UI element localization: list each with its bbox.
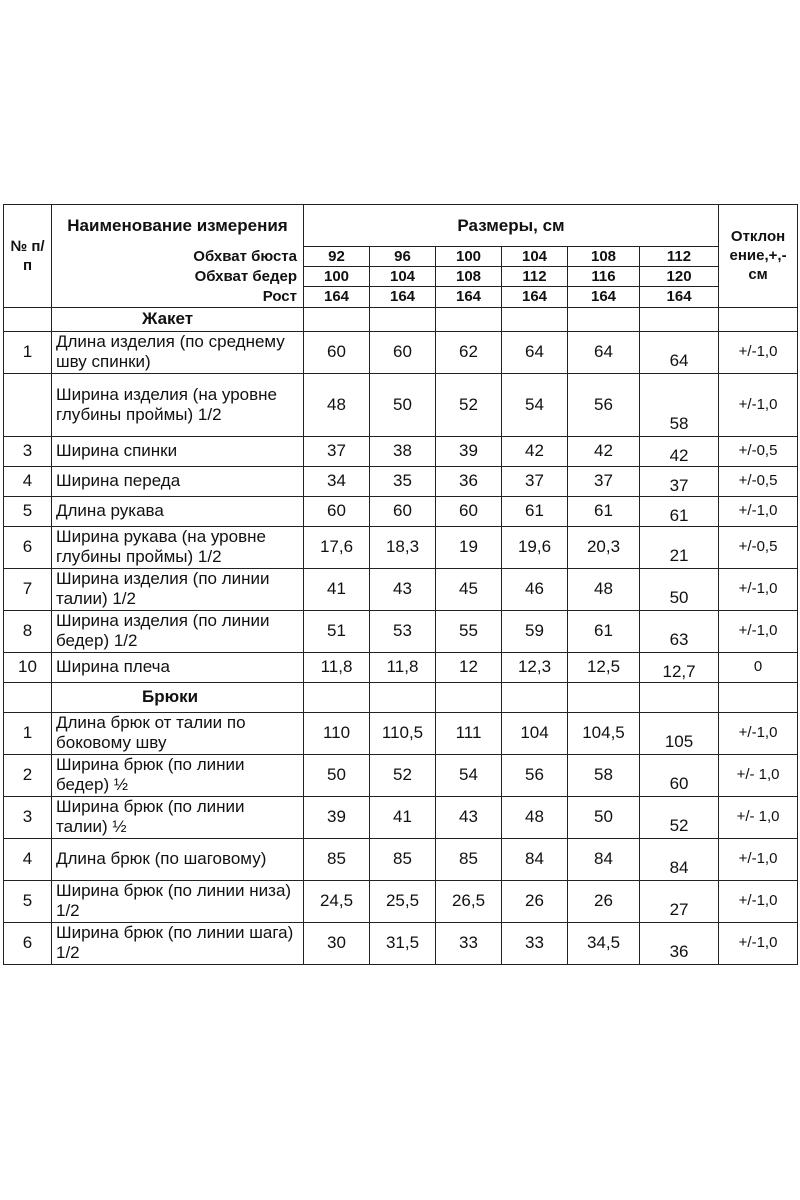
size-value: 21 bbox=[640, 526, 719, 568]
size-value: 84 bbox=[640, 838, 719, 880]
size-value: 19,6 bbox=[502, 526, 568, 568]
size-value: 54 bbox=[502, 373, 568, 436]
size-value: 37 bbox=[502, 466, 568, 496]
section-no-cell bbox=[4, 682, 52, 712]
size-value: 35 bbox=[370, 466, 436, 496]
empty-cell bbox=[568, 307, 640, 331]
measurement-row bbox=[4, 466, 798, 496]
size-value: 64 bbox=[502, 331, 568, 373]
measurement-name: Ширина изделия (на уровне глубины проймы) 1/2 bbox=[52, 373, 304, 436]
header-title-row bbox=[4, 205, 798, 247]
sizes-header bbox=[304, 205, 719, 247]
measurement-name: Ширина брюк (по линии бедер) ½ bbox=[52, 754, 304, 796]
size-value: 59 bbox=[502, 610, 568, 652]
size-value: 64 bbox=[568, 331, 640, 373]
hips-value: 112 bbox=[502, 267, 568, 287]
row-number: 10 bbox=[4, 652, 52, 682]
height-label: Рост bbox=[52, 287, 304, 308]
measurement-row bbox=[4, 922, 798, 964]
deviation-header bbox=[719, 205, 798, 308]
measurement-name: Длина брюк (по шаговому) bbox=[52, 838, 304, 880]
hips-label: Обхват бедер bbox=[52, 267, 304, 287]
size-value: 84 bbox=[568, 838, 640, 880]
measurement-rows bbox=[4, 307, 798, 964]
empty-cell bbox=[436, 307, 502, 331]
deviation-value: +/-1,0 bbox=[719, 880, 798, 922]
size-value: 61 bbox=[568, 496, 640, 526]
measurement-row bbox=[4, 496, 798, 526]
measurement-row bbox=[4, 610, 798, 652]
empty-cell bbox=[502, 307, 568, 331]
size-value: 85 bbox=[436, 838, 502, 880]
size-value: 56 bbox=[568, 373, 640, 436]
size-value: 19 bbox=[436, 526, 502, 568]
size-value: 60 bbox=[370, 331, 436, 373]
size-value: 85 bbox=[370, 838, 436, 880]
measurement-name: Длина брюк от талии по боковому шву bbox=[52, 712, 304, 754]
size-value: 58 bbox=[640, 373, 719, 436]
size-value: 46 bbox=[502, 568, 568, 610]
size-value: 48 bbox=[304, 373, 370, 436]
measurement-name: Длина рукава bbox=[52, 496, 304, 526]
height-value: 164 bbox=[304, 287, 370, 308]
measurement-name: Ширина брюк (по линии низа) 1/2 bbox=[52, 880, 304, 922]
size-value: 12,3 bbox=[502, 652, 568, 682]
bust-value: 108 bbox=[568, 247, 640, 267]
size-value: 85 bbox=[304, 838, 370, 880]
measurement-row bbox=[4, 331, 798, 373]
size-value: 27 bbox=[640, 880, 719, 922]
empty-cell bbox=[502, 682, 568, 712]
row-number: 3 bbox=[4, 436, 52, 466]
hips-value: 100 bbox=[304, 267, 370, 287]
size-value: 50 bbox=[370, 373, 436, 436]
size-value: 52 bbox=[640, 796, 719, 838]
size-value: 34 bbox=[304, 466, 370, 496]
row-number: 4 bbox=[4, 838, 52, 880]
size-chart bbox=[3, 204, 797, 965]
size-value: 34,5 bbox=[568, 922, 640, 964]
size-value: 50 bbox=[568, 796, 640, 838]
row-number: 1 bbox=[4, 712, 52, 754]
height-value: 164 bbox=[436, 287, 502, 308]
row-number: 3 bbox=[4, 796, 52, 838]
measurement-row bbox=[4, 436, 798, 466]
size-value: 39 bbox=[436, 436, 502, 466]
row-number: 8 bbox=[4, 610, 52, 652]
hips-value: 108 bbox=[436, 267, 502, 287]
measurement-row bbox=[4, 838, 798, 880]
name-header-label: Наименование измерения bbox=[67, 216, 288, 236]
size-value: 36 bbox=[436, 466, 502, 496]
size-value: 48 bbox=[568, 568, 640, 610]
empty-cell bbox=[436, 682, 502, 712]
bust-value: 112 bbox=[640, 247, 719, 267]
size-value: 26 bbox=[568, 880, 640, 922]
deviation-value: +/-0,5 bbox=[719, 466, 798, 496]
size-value: 105 bbox=[640, 712, 719, 754]
bust-value: 92 bbox=[304, 247, 370, 267]
size-value: 39 bbox=[304, 796, 370, 838]
size-value: 17,6 bbox=[304, 526, 370, 568]
size-value: 30 bbox=[304, 922, 370, 964]
size-value: 60 bbox=[304, 331, 370, 373]
size-value: 12,7 bbox=[640, 652, 719, 682]
empty-cell bbox=[719, 307, 798, 331]
empty-cell bbox=[370, 682, 436, 712]
size-value: 64 bbox=[640, 331, 719, 373]
section-title: Брюки bbox=[52, 682, 304, 712]
size-value: 11,8 bbox=[304, 652, 370, 682]
measurement-name: Ширина рукава (на уровне глубины проймы) 1/2 bbox=[52, 526, 304, 568]
size-value: 62 bbox=[436, 331, 502, 373]
size-value: 50 bbox=[304, 754, 370, 796]
size-value: 52 bbox=[370, 754, 436, 796]
size-value: 54 bbox=[436, 754, 502, 796]
size-value: 26 bbox=[502, 880, 568, 922]
measurement-row bbox=[4, 712, 798, 754]
size-value: 61 bbox=[502, 496, 568, 526]
size-value: 84 bbox=[502, 838, 568, 880]
size-value: 12,5 bbox=[568, 652, 640, 682]
height-value: 164 bbox=[502, 287, 568, 308]
size-value: 41 bbox=[304, 568, 370, 610]
bust-row bbox=[4, 247, 798, 267]
row-number: 7 bbox=[4, 568, 52, 610]
hips-value: 116 bbox=[568, 267, 640, 287]
no-header bbox=[4, 205, 52, 308]
deviation-value: +/-0,5 bbox=[719, 526, 798, 568]
deviation-value: +/-1,0 bbox=[719, 373, 798, 436]
height-value: 164 bbox=[370, 287, 436, 308]
size-value: 60 bbox=[436, 496, 502, 526]
empty-cell bbox=[719, 682, 798, 712]
row-number: 4 bbox=[4, 466, 52, 496]
empty-cell bbox=[640, 682, 719, 712]
size-value: 26,5 bbox=[436, 880, 502, 922]
measurement-row bbox=[4, 526, 798, 568]
section-title: Жакет bbox=[52, 307, 304, 331]
size-value: 12 bbox=[436, 652, 502, 682]
size-value: 41 bbox=[370, 796, 436, 838]
measurement-name: Ширина брюк (по линии талии) ½ bbox=[52, 796, 304, 838]
row-number bbox=[4, 373, 52, 436]
deviation-value: +/-1,0 bbox=[719, 838, 798, 880]
size-value: 37 bbox=[304, 436, 370, 466]
empty-cell bbox=[304, 307, 370, 331]
row-number: 5 bbox=[4, 880, 52, 922]
measurement-name: Ширина брюк (по линии шага) 1/2 bbox=[52, 922, 304, 964]
hips-row bbox=[4, 267, 798, 287]
size-value: 60 bbox=[370, 496, 436, 526]
measurement-name: Ширина плеча bbox=[52, 652, 304, 682]
size-value: 61 bbox=[568, 610, 640, 652]
size-value: 51 bbox=[304, 610, 370, 652]
row-number: 2 bbox=[4, 754, 52, 796]
measurement-name: Ширина переда bbox=[52, 466, 304, 496]
size-value: 111 bbox=[436, 712, 502, 754]
size-value: 20,3 bbox=[568, 526, 640, 568]
size-value: 50 bbox=[640, 568, 719, 610]
deviation-value: +/-1,0 bbox=[719, 331, 798, 373]
row-number: 6 bbox=[4, 922, 52, 964]
size-value: 25,5 bbox=[370, 880, 436, 922]
size-value: 55 bbox=[436, 610, 502, 652]
height-row bbox=[4, 287, 798, 308]
size-value: 38 bbox=[370, 436, 436, 466]
size-value: 43 bbox=[370, 568, 436, 610]
size-value: 48 bbox=[502, 796, 568, 838]
size-value: 63 bbox=[640, 610, 719, 652]
size-value: 24,5 bbox=[304, 880, 370, 922]
size-value: 58 bbox=[568, 754, 640, 796]
bust-value: 104 bbox=[502, 247, 568, 267]
size-value: 31,5 bbox=[370, 922, 436, 964]
height-value: 164 bbox=[568, 287, 640, 308]
size-value: 45 bbox=[436, 568, 502, 610]
size-value: 11,8 bbox=[370, 652, 436, 682]
empty-cell bbox=[304, 682, 370, 712]
row-number: 6 bbox=[4, 526, 52, 568]
size-value: 37 bbox=[568, 466, 640, 496]
size-value: 110,5 bbox=[370, 712, 436, 754]
size-value: 60 bbox=[640, 754, 719, 796]
size-value: 104,5 bbox=[568, 712, 640, 754]
size-value: 42 bbox=[640, 436, 719, 466]
measurement-row bbox=[4, 652, 798, 682]
size-value: 37 bbox=[640, 466, 719, 496]
size-value: 60 bbox=[304, 496, 370, 526]
size-value: 42 bbox=[502, 436, 568, 466]
size-value: 42 bbox=[568, 436, 640, 466]
hips-value: 120 bbox=[640, 267, 719, 287]
section-header-row bbox=[4, 307, 798, 331]
size-value: 36 bbox=[640, 922, 719, 964]
deviation-value: +/-1,0 bbox=[719, 610, 798, 652]
size-value: 56 bbox=[502, 754, 568, 796]
bust-value: 100 bbox=[436, 247, 502, 267]
measurement-row bbox=[4, 373, 798, 436]
size-value: 33 bbox=[502, 922, 568, 964]
section-no-cell bbox=[4, 307, 52, 331]
row-number: 1 bbox=[4, 331, 52, 373]
hips-value: 104 bbox=[370, 267, 436, 287]
size-table bbox=[3, 204, 798, 965]
deviation-header-label: Отклон ение,+,- см bbox=[729, 228, 787, 284]
bust-label: Обхват бюста bbox=[52, 247, 304, 267]
size-value: 52 bbox=[436, 373, 502, 436]
size-value: 61 bbox=[640, 496, 719, 526]
empty-cell bbox=[370, 307, 436, 331]
empty-cell bbox=[568, 682, 640, 712]
measurement-row bbox=[4, 796, 798, 838]
section-header-row bbox=[4, 682, 798, 712]
size-value: 53 bbox=[370, 610, 436, 652]
no-header-label: № п/п bbox=[10, 237, 45, 274]
sizes-header-label: Размеры, см bbox=[457, 216, 565, 235]
deviation-value: 0 bbox=[719, 652, 798, 682]
bust-value: 96 bbox=[370, 247, 436, 267]
measurement-name: Ширина спинки bbox=[52, 436, 304, 466]
deviation-value: +/-1,0 bbox=[719, 568, 798, 610]
measurement-name: Ширина изделия (по линии талии) 1/2 bbox=[52, 568, 304, 610]
deviation-value: +/-1,0 bbox=[719, 496, 798, 526]
size-value: 18,3 bbox=[370, 526, 436, 568]
size-value: 43 bbox=[436, 796, 502, 838]
measurement-row bbox=[4, 568, 798, 610]
measurement-name: Длина изделия (по среднему шву спинки) bbox=[52, 331, 304, 373]
measurement-name: Ширина изделия (по линии бедер) 1/2 bbox=[52, 610, 304, 652]
empty-cell bbox=[640, 307, 719, 331]
height-value: 164 bbox=[640, 287, 719, 308]
size-value: 110 bbox=[304, 712, 370, 754]
deviation-value: +/- 1,0 bbox=[719, 754, 798, 796]
size-value: 104 bbox=[502, 712, 568, 754]
deviation-value: +/- 1,0 bbox=[719, 796, 798, 838]
deviation-value: +/-1,0 bbox=[719, 922, 798, 964]
row-number: 5 bbox=[4, 496, 52, 526]
deviation-value: +/-1,0 bbox=[719, 712, 798, 754]
name-header bbox=[52, 205, 304, 247]
deviation-value: +/-0,5 bbox=[719, 436, 798, 466]
measurement-row bbox=[4, 880, 798, 922]
measurement-row bbox=[4, 754, 798, 796]
size-value: 33 bbox=[436, 922, 502, 964]
